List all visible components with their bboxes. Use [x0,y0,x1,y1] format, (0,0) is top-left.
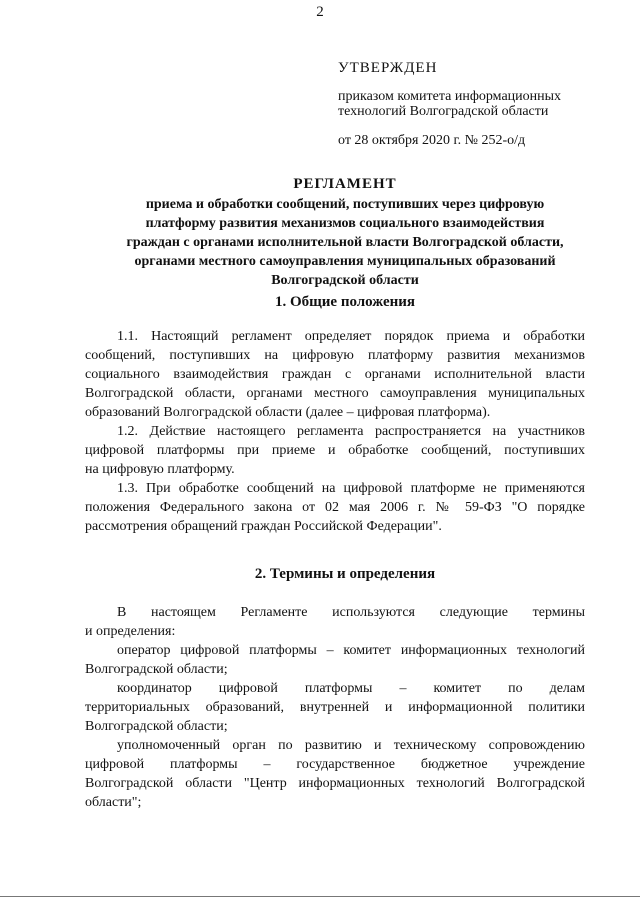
text-line: и определения: [85,624,176,639]
text-line: образований Волгоградской области (далее – цифровая платформа). [85,405,491,420]
page-number: 2 [316,4,324,20]
text-line: территориальных образований, внутренней и информационной политики [85,700,585,715]
title-line: Волгоградской области [271,273,419,288]
title-heading: РЕГЛАМЕНТ [293,176,397,192]
text-line: 1.3. При обработке сообщений на цифровой платформе не применяются [117,481,585,496]
document-title [80,176,610,290]
approval-order-line: приказом комитета информационных [338,89,562,104]
text-line: положения Федерального закона от 02 мая 2006 г. № 59-ФЗ "О порядке [85,500,585,515]
text-line: социального взаимодействия граждан с органами исполнительной власти [85,367,585,382]
text-line: области"; [85,795,142,810]
text-line: сообщений, поступивших на цифровую платформу развития механизмов [85,348,585,363]
section-2-body [85,603,585,812]
text-line: уполномоченный орган по развитию и техническому сопровождению [117,738,585,753]
approval-block [338,60,608,149]
text-line: цифровой платформы при приеме и обработке сообщений, поступивших [85,443,585,458]
page-bottom-edge [0,896,640,897]
text-line: Волгоградской области, органами местного самоуправления муниципальных [85,386,585,401]
text-line: Волгоградской области "Центр информационных технологий Волгоградской [85,776,585,791]
text-line: координатор цифровой платформы – комитет по делам [117,681,585,696]
text-line: цифровой платформы – государственное бюджетное учреждение [85,757,585,772]
text-line: рассмотрения обращений граждан Российской Федерации". [85,519,442,534]
title-line: органами местного самоуправления муниципальных образований [134,254,556,269]
section-2-heading: 2. Термины и определения [254,566,436,582]
text-line: 1.1. Настоящий регламент определяет порядок приема и обработки [117,329,585,344]
text-line: на цифровую платформу. [85,462,235,477]
text-line: В настоящем Регламенте используются следующие термины [117,605,585,620]
approval-order-line: технологий Волгоградской области [338,104,549,119]
title-line: платформу развития механизмов социального взаимодействия [145,216,545,231]
approval-date: от 28 октября 2020 г. № 252-о/д [338,133,526,148]
text-line: Волгоградской области; [85,719,228,734]
approval-heading: УТВЕРЖДЕН [338,60,438,76]
title-line: граждан с органами исполнительной власти Волгоградской области, [126,235,564,250]
section-1-heading: 1. Общие положения [274,294,416,310]
text-line: оператор цифровой платформы – комитет информационных технологий [117,643,585,658]
text-line: Волгоградской области; [85,662,228,677]
section-1-body [85,327,585,536]
text-line: 1.2. Действие настоящего регламента распространяется на участников [117,424,585,439]
title-line: приема и обработки сообщений, поступивших через цифровую [145,197,545,212]
